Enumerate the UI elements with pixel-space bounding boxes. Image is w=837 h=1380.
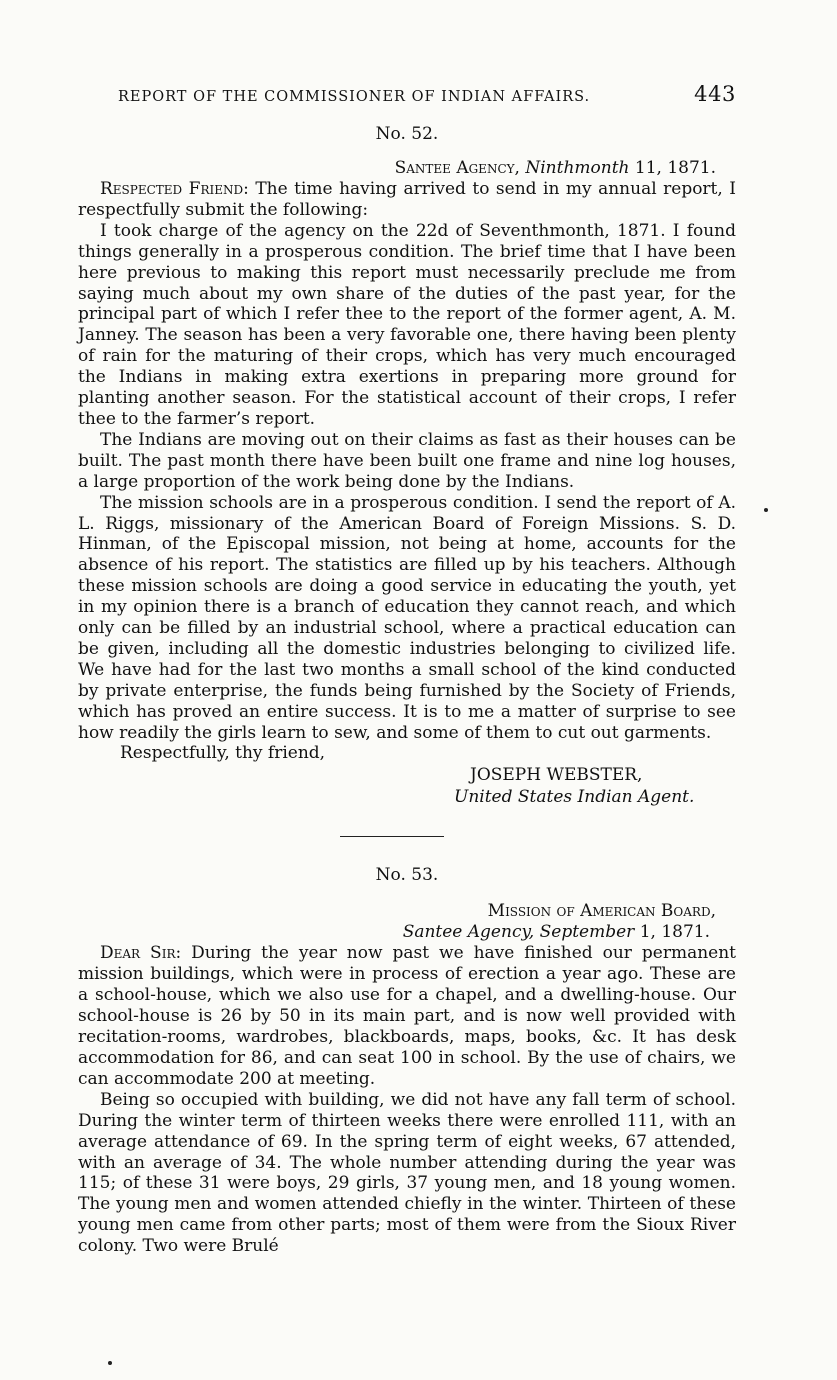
body-paragraph: The Indians are moving out on their claims as fast as their houses can be built. The past month there have been built one frame and nine log houses, a large proportion of the work being done by the Indians. <box>78 429 736 492</box>
dateline-place-date: Santee Agency, September <box>402 922 635 943</box>
running-title: REPORT OF THE COMMISSIONER OF INDIAN AFFAIRS. <box>118 89 591 105</box>
signature-title: United States Indian Agent. <box>454 787 695 808</box>
dateline-place: Santee Agency, <box>394 158 520 178</box>
body-paragraph: The mission schools are in a prosperous condition. I send the report of A. L. Riggs, missionary of the American Board of Foreign Missions. S. D. Hinman, of the Episcopal mission, not being at home, accounts for the absence of his report. The statistics are filled up by his teachers. Although these mission schools are doing a good service in educating the youth, yet in my opinion there is a branch of education they cannot reach, and which only can be filled by an industrial school, where a practical education can be given, including all the domestic industries belonging to civilized life. We have had for the last two months a small school of the kind conducted by private enterprise, the funds being furnished by the Society of Friends, which has proved an entire success. It is to me a matter of surprise to see how readily the girls learn to sew, and some of them to cut out garments. <box>78 492 736 743</box>
dateline-date: 11, 1871. <box>634 158 716 178</box>
salutation-paragraph-53 <box>78 943 736 1089</box>
document-number-53: No. 53. <box>375 865 439 886</box>
closing: Respectfully, thy friend, <box>120 743 326 764</box>
salutation-text: : The time having arrived to send in my annual report, I respectfully submit the following: <box>78 179 736 220</box>
print-speck <box>764 508 768 512</box>
mission-heading <box>78 901 736 922</box>
dateline-date: 1, 1871. <box>639 922 710 943</box>
salutation: Dear Sir <box>100 943 176 964</box>
body-paragraph: I took charge of the agency on the 22d of Seventhmonth, 1871. I found things generally in a prosperous condition. The brief time that I have been here previous to making this report must necessarily preclude me from saying much about my own share of the duties of the past year, for the principal part of which I refer thee to the report of the former agent, A. M. Janney. The season has been a very favorable one, there having been plenty of rain for the maturing of their crops, which has very much encouraged the Indians in making extra exertions in preparing more ground for planting another season. For the statistical account of their crops, I refer thee to the farmer’s report. <box>78 220 736 429</box>
page-number: 443 <box>694 82 736 106</box>
salutation-paragraph-52 <box>78 179 736 221</box>
document-page <box>78 82 736 1257</box>
signature-name: JOSEPH WEBSTER, <box>470 765 643 786</box>
page-header <box>78 82 736 116</box>
dateline-month: Ninthmonth <box>525 158 630 178</box>
print-speck <box>108 1361 112 1365</box>
dateline-53 <box>78 922 736 943</box>
section-divider <box>340 836 444 837</box>
salutation-text: : During the year now past we have finished our permanent mission buildings, which were in process of erection a year ago. These are a school-house, which we also use for a chapel, and a dwelling-house. Our school-house is 26 by 50 in its main part, and is now well provided with recitation-rooms, wardrobes, blackboards, maps, books, &c. It has desk accommodation for 86, and can seat 100 in school. By the use of chairs, we can accommodate 200 at meeting. <box>78 943 736 1089</box>
document-number-52: No. 52. <box>375 124 439 144</box>
body-paragraph: Being so occupied with building, we did not have any fall term of school. During the winter term of thirteen weeks there were enrolled 111, with an average attendance of 69. In the spring term of eight weeks, 67 attended, with an average of 34. The whole number attending during the year was 115; of these 31 were boys, 29 girls, 37 young men, and 18 young women. The young men and women attended chiefly in the winter. Thirteen of these young men came from other parts; most of them were from the Sioux River colony. Two were Brulé <box>78 1089 736 1257</box>
mission-name: Mission of American Board, <box>487 901 716 922</box>
salutation: Respected Friend <box>100 179 244 199</box>
dateline-52 <box>78 158 736 179</box>
